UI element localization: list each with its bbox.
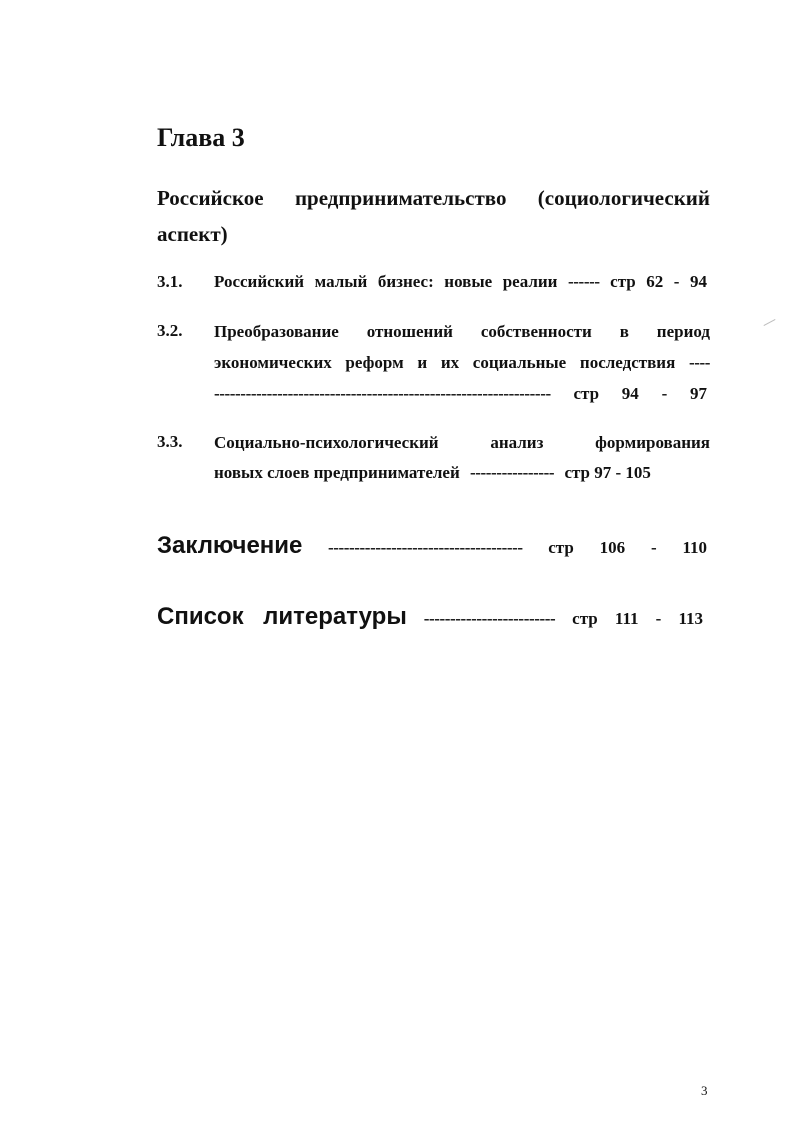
toc-entry-3-3-line2	[214, 463, 651, 483]
dot-leader: ----------------------------------------------------------------	[214, 384, 551, 403]
section-title-line: Преобразование отношений собственности в период	[214, 322, 710, 341]
page-range: стр 106 - 110	[548, 538, 707, 557]
scan-artifact-mark	[764, 319, 776, 326]
references-label: Список литературы	[157, 603, 407, 630]
section-title-line: Социально-психологический анализ формирования	[214, 433, 710, 452]
toc-entry-3-1	[214, 272, 707, 292]
dot-leader: -------------------------------------	[327, 538, 523, 557]
dot-leader: ------	[568, 272, 600, 291]
toc-entry-3-2-line2	[214, 352, 710, 374]
toc-entry-3-3	[214, 432, 710, 454]
section-number: 3.1.	[157, 272, 183, 291]
section-title-line: экономических реформ и их социальные последствия	[214, 353, 676, 372]
page-range: стр 94 - 97	[573, 384, 707, 403]
toc-entry-conclusion	[157, 532, 707, 563]
toc-entry-references	[157, 603, 703, 634]
conclusion-label: Заключение	[157, 532, 303, 559]
chapter-title: Глава 3	[157, 123, 245, 152]
toc-entry-3-2	[214, 321, 710, 343]
toc-entry-3-2-line3	[214, 383, 707, 405]
chapter-subtitle: Российское предпринимательство (социологический аспект)	[157, 186, 710, 246]
dot-leader: -------------------------	[423, 609, 556, 628]
section-title-line: новых слоев предпринимателей	[214, 463, 460, 482]
page-range: стр 62 - 94	[610, 272, 707, 291]
section-number: 3.2.	[157, 321, 183, 340]
section-title: Российский малый бизнес: новые реалии	[214, 272, 558, 291]
dot-leader: ----------------	[470, 463, 555, 482]
page-range: стр 111 - 113	[572, 609, 704, 628]
page-range: стр 97 - 105	[564, 463, 651, 482]
section-number: 3.3.	[157, 432, 183, 451]
page-number: 3	[701, 1083, 708, 1098]
dot-leader: ----	[688, 353, 711, 372]
